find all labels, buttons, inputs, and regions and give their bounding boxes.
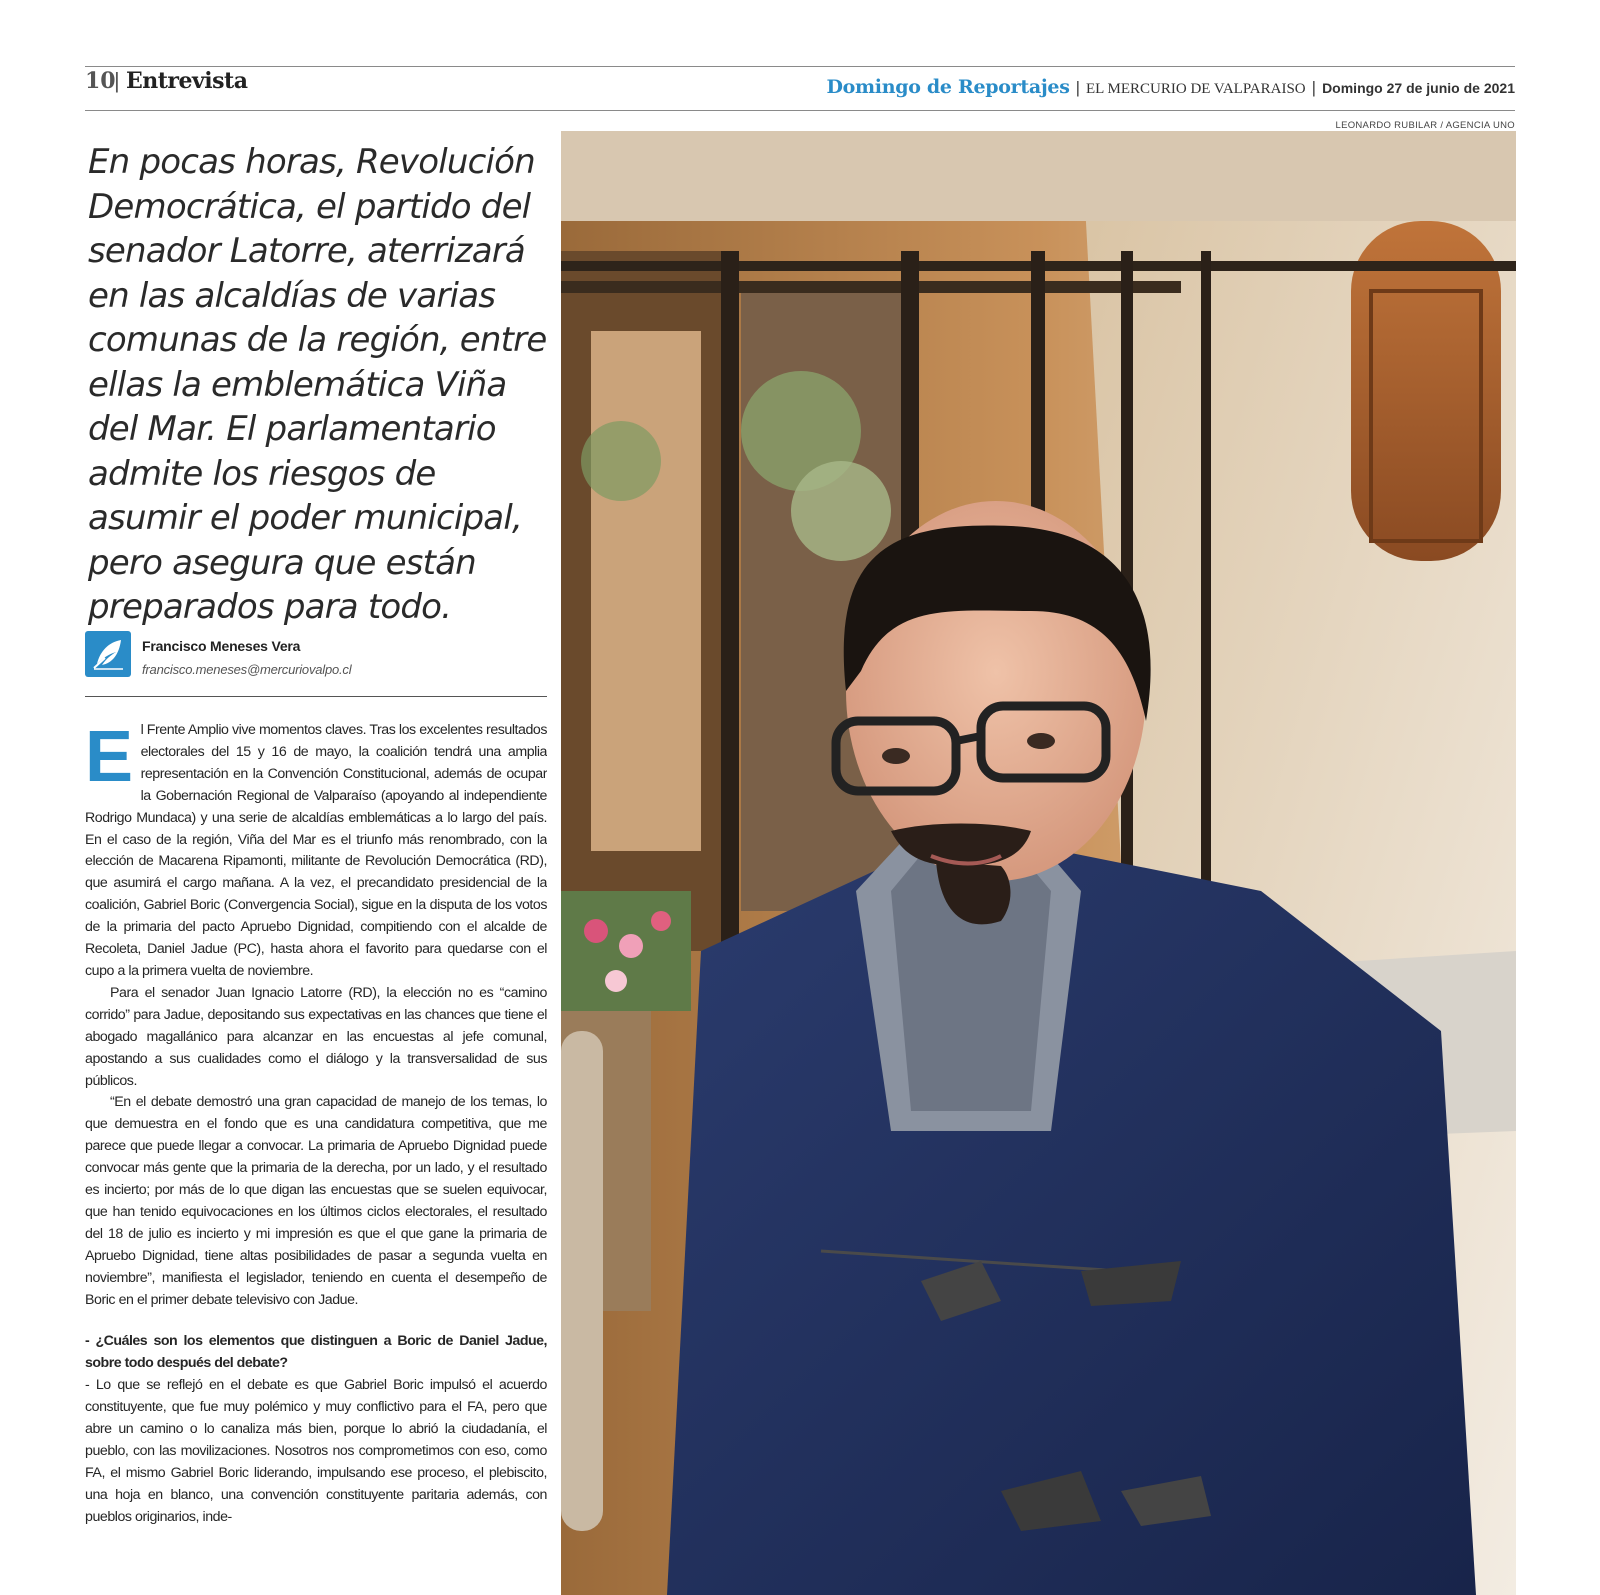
issue-date: Domingo 27 de junio de 2021	[1322, 80, 1515, 96]
header-top-rule	[85, 66, 1515, 67]
photo-credit: LEONARDO RUBILAR / AGENCIA UNO	[1335, 120, 1515, 131]
paragraph-text: l Frente Amplio vive momentos claves. Tras los excelentes resultados electorales del 15 y 16 de mayo, la coalición tendrá una amplia representación en la Convención Constitucional, además de ocupar la Gobernación Regional de Valparaíso (apoyando al independiente Rodrigo Mundaca) y una serie de alcaldías emblemáticas a lo largo del país. En el caso de la región, Viña del Mar es el triunfo más renombrado, con la elección de Macarena Ripamonti, militante de Revolución Democrática (RD), que asumirá el cargo mañana. A la vez, el precandidato presidencial de la coalición, Gabriel Boric (Convergencia Social), sigue en la disputa de los votos de la primaria del pacto Apruebo Dignidad, compitiendo con el alcalde de Recoleta, Daniel Jadue (PC), hasta ahora el favorito para quedarse con el cupo a la primera vuelta de noviembre.	[85, 722, 547, 979]
article-body	[85, 720, 547, 1595]
interview-question: - ¿Cuáles son los elementos que distinguen a Boric de Daniel Jadue, sobre todo después del debate?	[85, 1333, 547, 1372]
masthead	[826, 76, 1515, 98]
paragraph: “En el debate demostró una gran capacidad de manejo de los temas, lo que demuestra en el fondo que es una candidatura competitiva, que me parece que puede llegar a convocar. La primaria de Apruebo Dignidad puede convocar más gente que la primaria de la derecha, por un lado, y el resultado es incierto; por más de lo que digan las encuestas que se suelen equivocar, que han tenido equivocaciones en los últimos ciclos electorales, el resultado del 18 de julio es incierto y mi impresión es que el que gane la primaria de Apruebo Dignidad, tiene altas posibilidades de pasar a segunda vuelta en noviembre”, manifiesta el legislador, teniendo en cuenta el desempeño de Boric en el primer debate televisivo con Jadue.	[85, 1094, 547, 1308]
drop-cap: E	[85, 720, 133, 797]
section-title: Entrevista	[126, 68, 248, 94]
supplement-name: Domingo de Reportajes	[826, 76, 1070, 98]
quill-icon	[85, 631, 131, 677]
newspaper-name: EL MERCURIO DE VALPARAISO	[1086, 81, 1306, 97]
header-bottom-rule	[85, 110, 1515, 111]
byline-rule	[85, 696, 547, 697]
masthead-separator: |	[1075, 78, 1081, 97]
author-name: Francisco Meneses Vera	[142, 638, 301, 654]
article-lede: En pocas horas, Revolución Democrática, el partido del senador Latorre, aterrizará en las alcaldías de varias comunas de la región, entre ellas la emblemática Viña del Mar. El parlamentario admite los riesgos de asumir el poder municipal, pero asegura que están preparados para todo.	[88, 142, 547, 627]
header-separator: |	[114, 68, 120, 93]
author-email[interactable]: francisco.meneses@mercuriovalpo.cl	[142, 662, 352, 677]
paragraph: Para el senador Juan Ignacio Latorre (RD), la elección no es “camino corrido” para Jadue, depositando sus expectativas en las chances que tiene el abogado magallánico para alcanzar en las encuestas al jefe comunal, apostando a sus cualidades como el diálogo y la transversalidad de sus públicos.	[85, 984, 547, 1089]
masthead-separator: |	[1311, 78, 1317, 97]
portrait-photo	[561, 131, 1516, 1595]
page-number: 10	[85, 68, 116, 94]
paragraph	[85, 720, 547, 983]
interview-answer: - Lo que se reflejó en el debate es que Gabriel Boric impulsó el acuerdo constituyente, que fue muy polémico y muy conflictivo para el FA, pero que abre un camino o lo canaliza más bien, porque lo abrió la ciudadanía, el pueblo, con las movilizaciones. Nosotros nos comprometimos con eso, como FA, el mismo Gabriel Boric liderando, impulsando ese proceso, el plebiscito, una hoja en blanco, una convención constituyente paritaria además, con pueblos originarios, inde-	[85, 1377, 547, 1525]
